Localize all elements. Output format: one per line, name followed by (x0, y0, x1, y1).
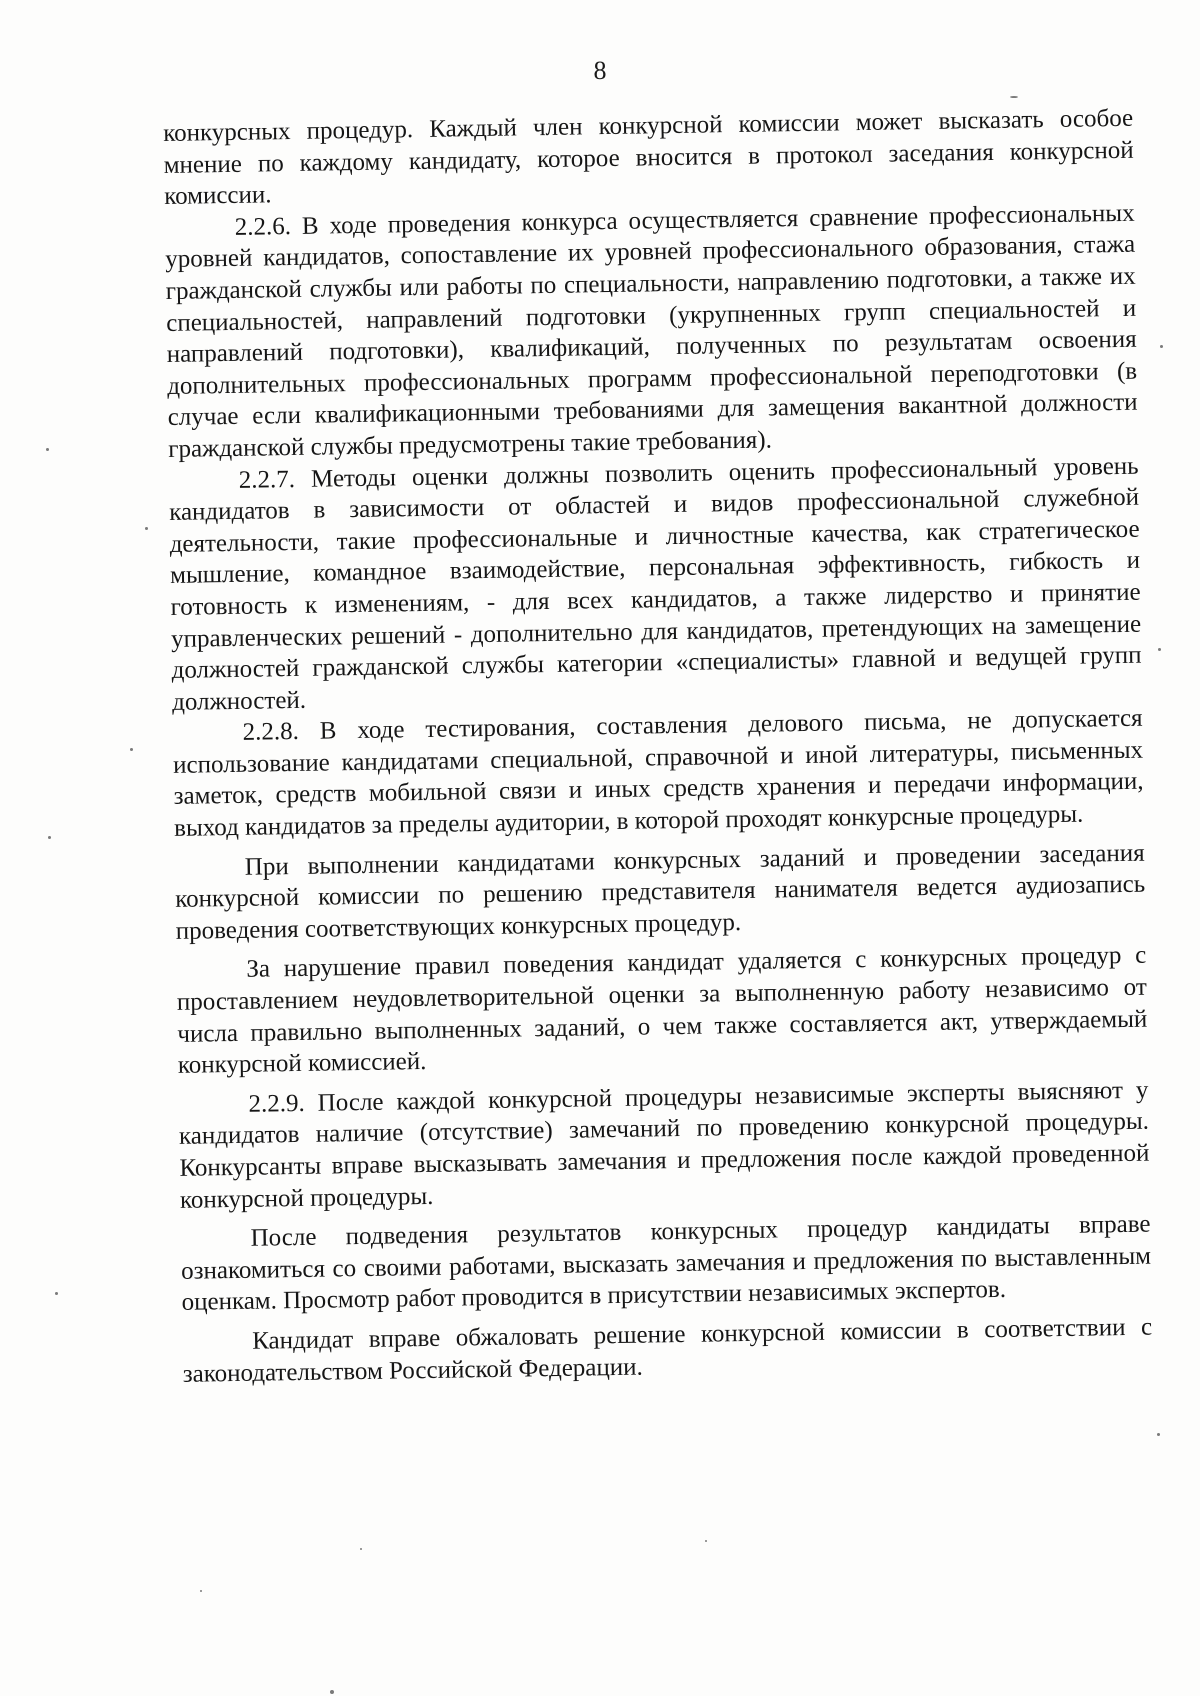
scan-speck (48, 836, 51, 839)
scan-speck (705, 1540, 707, 1542)
paragraph-rule-violation: За нарушение правил поведения кандидат удаляется с конкурсных процедур с проставлением неудовлетворительной оценки за выполненную работу независимо от числа правильно выполненных заданий, о чем также составляется акт, утверждаемый конкурсной комиссией. (176, 942, 1148, 1080)
page-number: 8 (593, 56, 607, 85)
paragraph-2-2-6: 2.2.6. В ходе проведения конкурса осуществляется сравнение профессиональных уровней кандидатов, сопоставление их уровней профессионального образования, стажа гражданской службы или работы по специальности, направлению подготовки, а также их специальностей, направлений подготовки (укрупненных групп специальностей и направлений подготовки), квалификаций, полученных по результатам освоения дополнительных профессиональных программ профессиональной переподготовки (в случае если квалификационными требованиями для замещения вакантной должности гражданской службы предусмотрены такие требования). (165, 199, 1138, 463)
scan-speck (1010, 96, 1018, 98)
paragraph-continuation: конкурсных процедур. Каждый член конкурсной комиссии может высказать особое мнение по каждому кандидату, которое вносится в протокол заседания конкурсной комиссии. (163, 104, 1134, 211)
scan-speck (145, 527, 148, 530)
paragraph-2-2-9: 2.2.9. После каждой конкурсной процедуры независимые эксперты выясняют у кандидатов наличие (отсутствие) замечаний по проведению конкурсной процедуры. Конкурсанты вправе высказывать замечания и предложения после каждой проведенной конкурсной процедуры. (178, 1076, 1150, 1214)
paragraph-2-2-7: 2.2.7. Методы оценки должны позволить оценить профессиональный уровень кандидатов в зависимости от областей и видов профессиональной служебной деятельности, такие профессиональные и личностные качества, как стратегическое мышление, командное взаимодействие, персональная эффективность, гибкость и готовность к изменениям, - для всех кандидатов, а также лидерство и принятие управленческих решений - дополнительно для кандидатов, претендующих на замещение должностей гражданской службы категории «специалисты» главной и ведущей групп должностей. (168, 452, 1142, 716)
document-body (163, 103, 1153, 1390)
scan-speck (130, 748, 133, 751)
scan-speck (330, 1690, 334, 1694)
paragraph-audio-recording: При выполнении кандидатами конкурсных заданий и проведении заседания конкурсной комиссии по решению представителя нанимателя ведется аудиозапись проведения соответствующих конкурсных процедур. (175, 839, 1146, 945)
scan-speck (200, 1590, 202, 1592)
scan-speck (46, 448, 49, 451)
scan-speck (1157, 1433, 1160, 1436)
scan-speck (1160, 345, 1163, 348)
paragraph-2-2-8: 2.2.8. В ходе тестирования, составления делового письма, не допускается использование кандидатами специальной, справочной и иной литературы, письменных заметок, средств мобильной связи и иных средств хранения и передачи информации, выход кандидатов за пределы аудитории, в которой проходят конкурсные процедуры. (172, 704, 1144, 842)
paragraph-review-works: После подведения результатов конкурсных процедур кандидаты вправе ознакомиться со своими работами, высказать замечания и предложения по выставленным оценкам. Просмотр работ проводится в присутствии независимых экспертов. (180, 1210, 1152, 1317)
scan-speck (360, 1548, 362, 1550)
scan-speck (1158, 648, 1161, 651)
paragraph-appeal: Кандидат вправе обжаловать решение конкурсной комиссии в соответствии с законодательством Российской Федерации. (182, 1313, 1153, 1388)
scan-speck (55, 1292, 58, 1295)
